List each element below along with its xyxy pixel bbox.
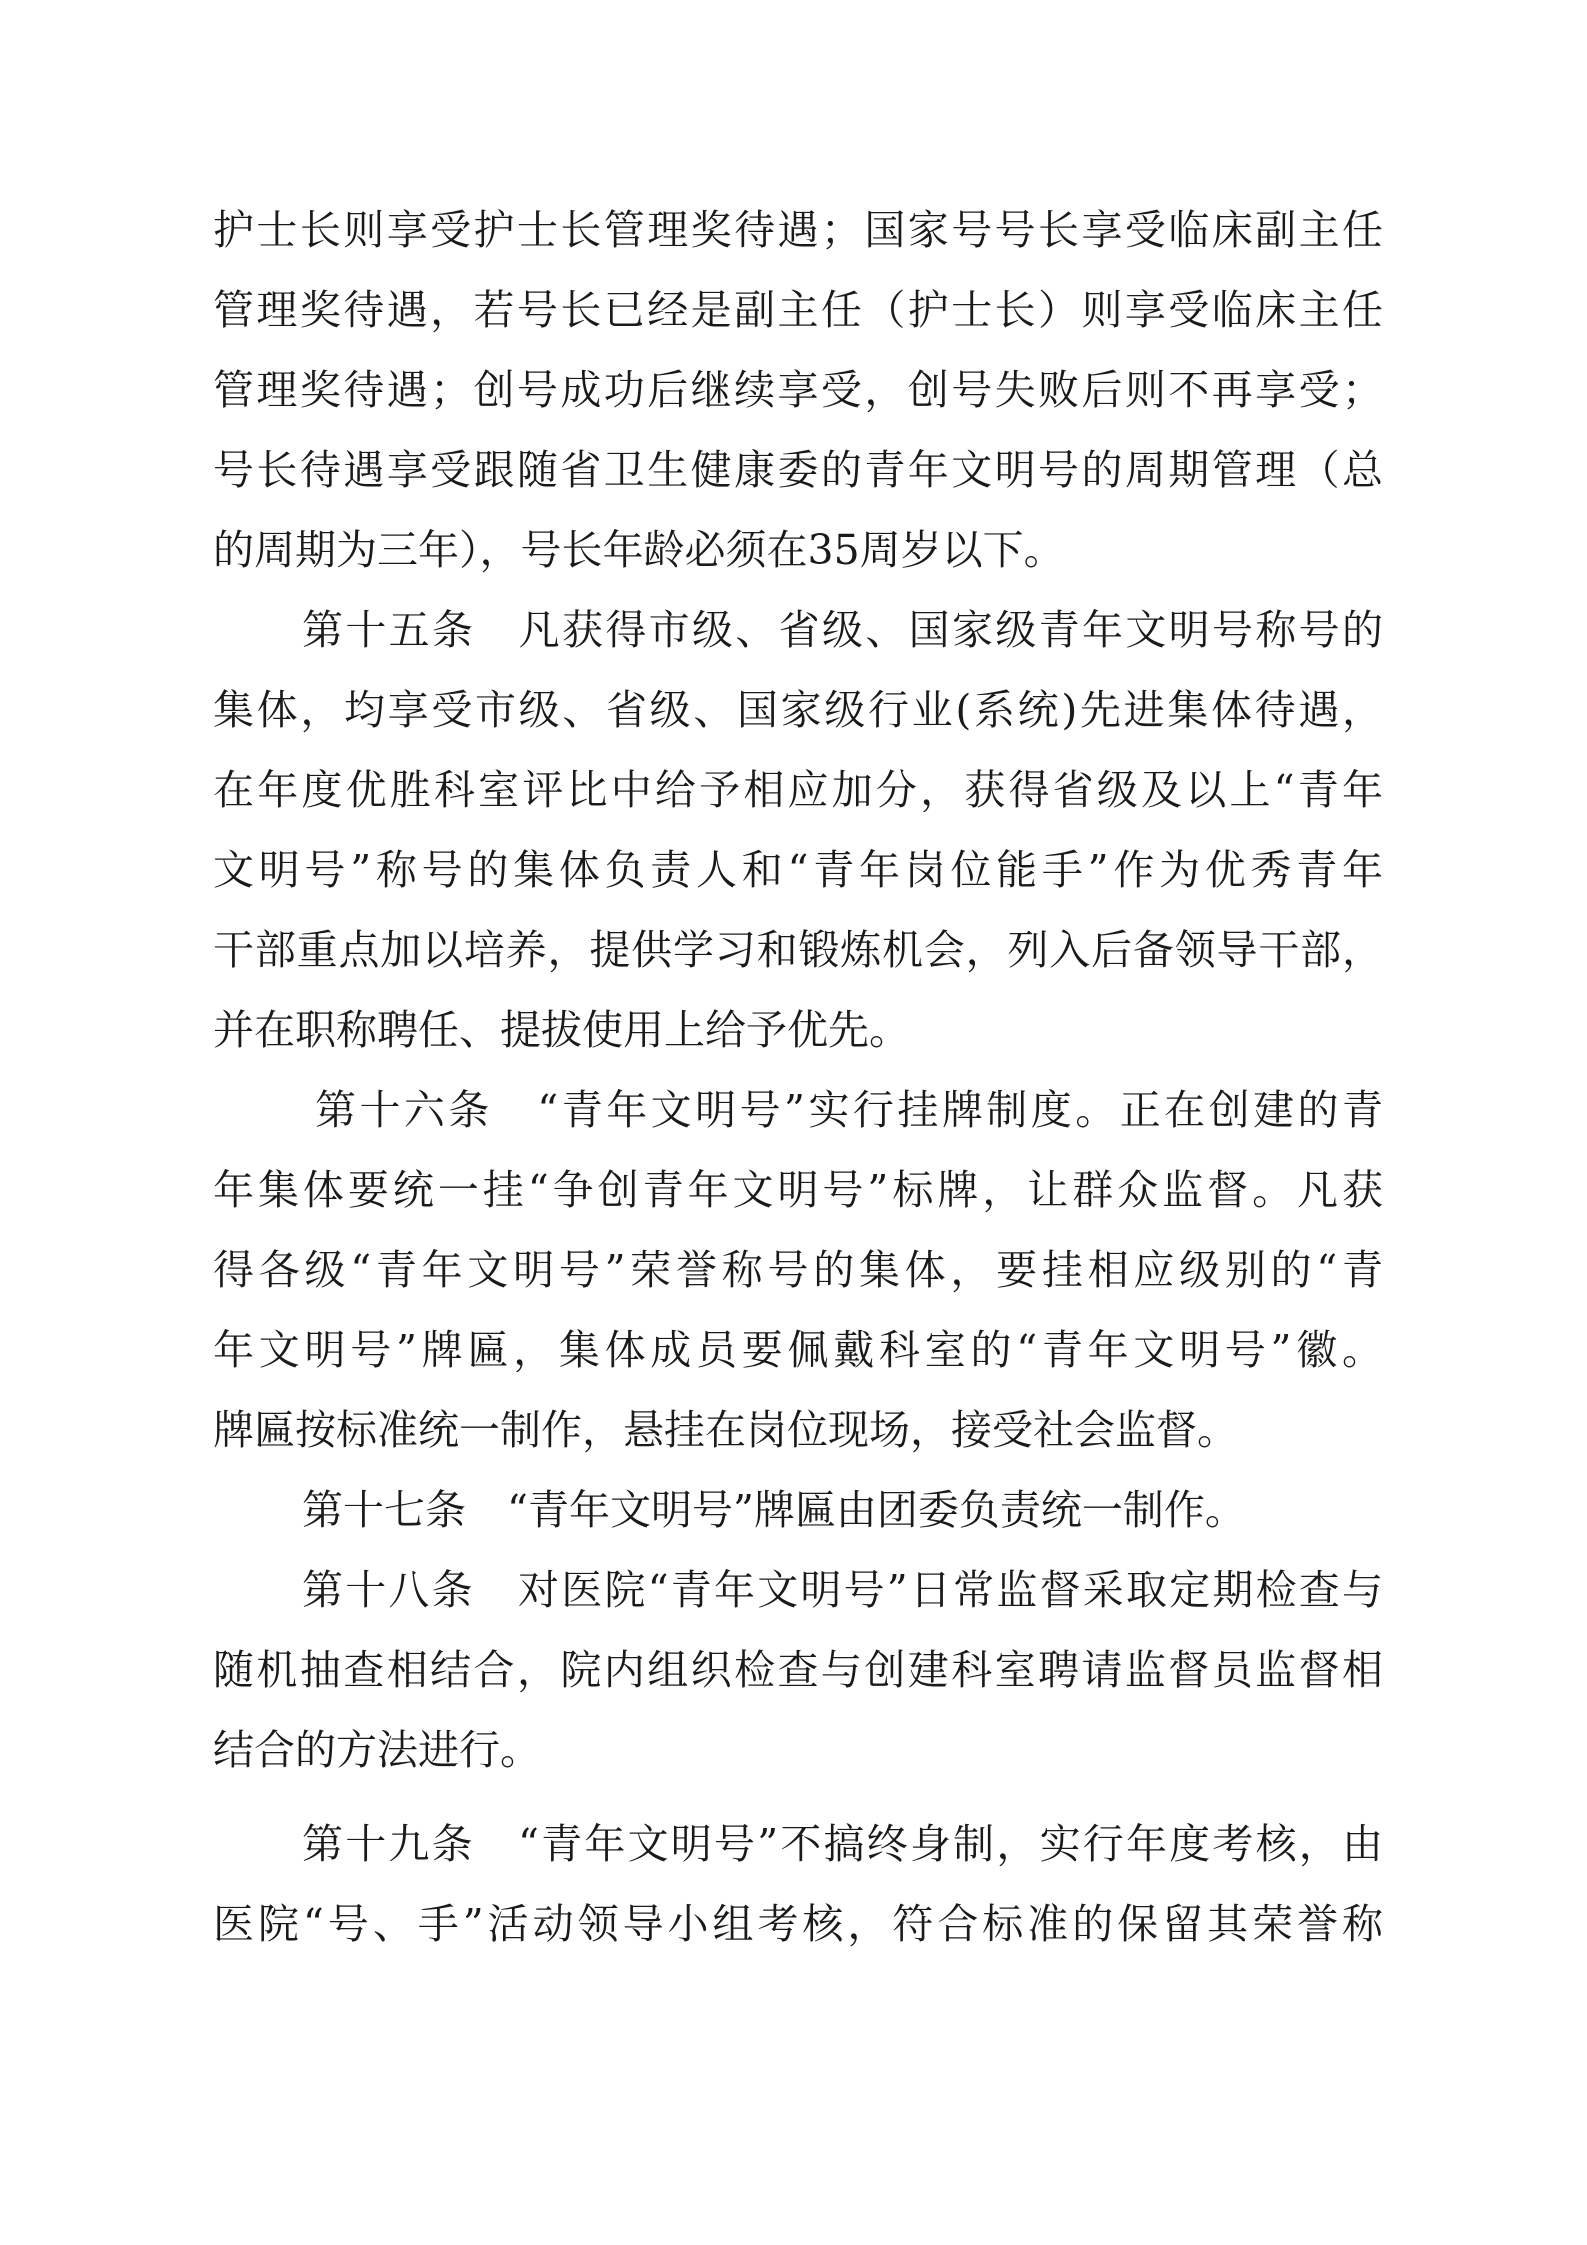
text-line: 牌匾按标准统一制作，悬挂在岗位现场，接受社会监督。 [213,1406,1238,1454]
text-line: 得各级“青年文明号”荣誉称号的集体，要挂相应级别的“青 [213,1246,1383,1294]
article-19-heading-line: 第十九条 “青年文明号”不搞终身制，实行年度考核，由 [302,1820,1383,1868]
text-line: 结合的方法进行。 [213,1726,541,1774]
article-18-heading-line: 第十八条 对医院“青年文明号”日常监督采取定期检查与 [302,1566,1383,1614]
text-line: 干部重点加以培养，提供学习和锻炼机会，列入后备领导干部， [213,926,1383,974]
text-line: 的周期为三年），号长年龄必须在35周岁以下。 [213,526,1065,574]
text-line: 集体，均享受市级、省级、国家级行业(系统)先进集体待遇， [213,686,1383,734]
text-line: 随机抽查相结合，院内组织检查与创建科室聘请监督员监督相 [213,1646,1383,1694]
text-line: 护士长则享受护士长管理奖待遇；国家号号长享受临床副主任 [213,206,1383,254]
text-line: 在年度优胜科室评比中给予相应加分，获得省级及以上“青年 [213,766,1383,814]
text-line: 管理奖待遇；创号成功后继续享受，创号失败后则不再享受； [213,366,1383,414]
text-line: 医院“号、手”活动领导小组考核，符合标准的保留其荣誉称 [213,1900,1383,1948]
text-line: 年文明号”牌匾，集体成员要佩戴科室的“青年文明号”徽。 [213,1326,1383,1374]
article-16-heading-line: 第十六条 “青年文明号”实行挂牌制度。正在创建的青 [315,1086,1383,1134]
text-line: 并在职称聘任、提拔使用上给予优先。 [213,1006,910,1054]
document-body [213,190,1383,1964]
text-line: 年集体要统一挂“争创青年文明号”标牌，让群众监督。凡获 [213,1166,1383,1214]
text-line: 管理奖待遇，若号长已经是副主任（护士长）则享受临床主任 [213,286,1383,334]
article-17-line: 第十七条 “青年文明号”牌匾由团委负责统一制作。 [302,1486,1246,1534]
paragraph-gap [213,1790,1383,1804]
article-15-heading-line: 第十五条 凡获得市级、省级、国家级青年文明号称号的 [302,606,1383,654]
text-line: 号长待遇享受跟随省卫生健康委的青年文明号的周期管理（总 [213,446,1383,494]
text-line: 文明号”称号的集体负责人和“青年岗位能手”作为优秀青年 [213,846,1383,894]
